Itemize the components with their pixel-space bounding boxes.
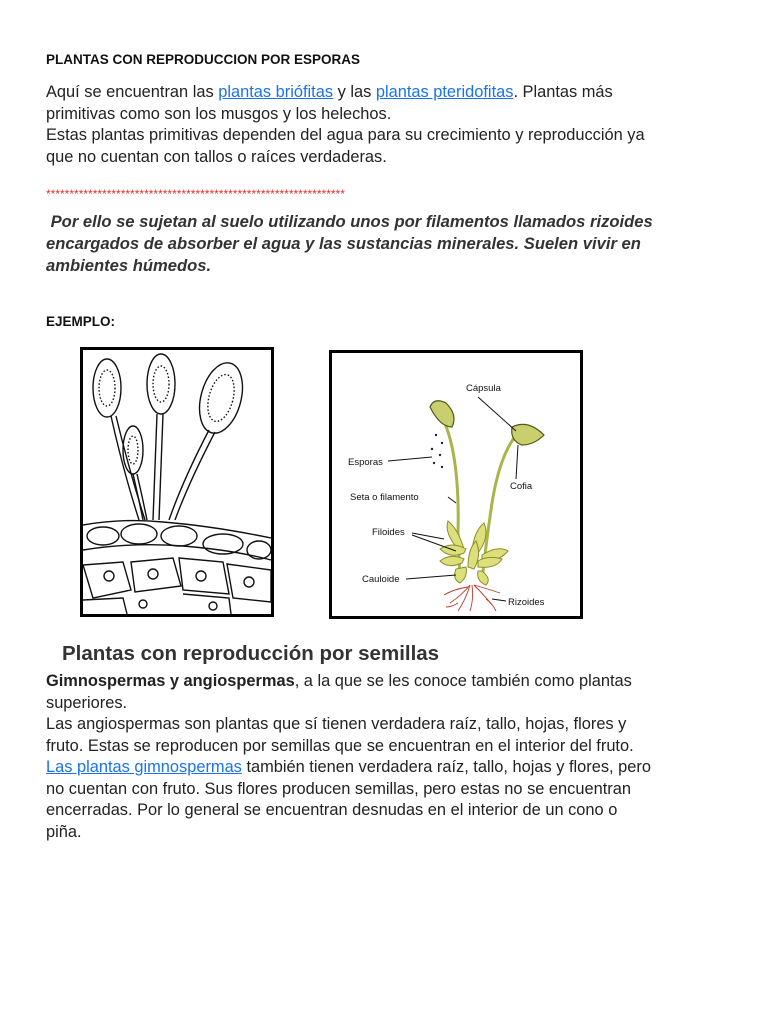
rizoides-line-1: Por ello se sujetan al suelo utilizando unos por filamentos llamados rizoides <box>46 212 653 231</box>
gimno-angio-bold: Gimnospermas y angiospermas <box>46 672 295 690</box>
gimnospermas-line-3: encerradas. Por lo general se encuentran desnudas en el interior de un cono o <box>46 801 618 819</box>
intro-text-a: Aquí se encuentran las <box>46 83 219 101</box>
intro-text-b: y las <box>333 83 376 101</box>
moss-diagram-illustration <box>332 353 580 616</box>
label-rizoides: Rizoides <box>508 597 545 608</box>
moss-sketch-illustration <box>83 350 271 614</box>
rizoides-line-2: encargados de absorber el agua y las sustancias minerales. Suelen vivir en <box>46 234 641 253</box>
gimnospermas-line-4: piña. <box>46 822 82 841</box>
rizoides-line-3: ambientes húmedos. <box>46 256 212 275</box>
intro-line-2: primitivas como son los musgos y los helechos. <box>46 104 392 123</box>
intro-line-4: que no cuentan con tallos o raíces verdaderas. <box>46 147 387 166</box>
gimnospermas-line-1 <box>46 757 746 779</box>
semillas-line-1 <box>46 671 746 693</box>
intro-line-3: Estas plantas primitivas dependen del agua para su crecimiento y reproducción ya <box>46 126 645 144</box>
section-heading-esporas: PLANTAS CON REPRODUCCION POR ESPORAS <box>46 52 361 67</box>
gimnospermas-line-2: no cuentan con fruto. Sus flores producen semillas, pero estas no se encuentran <box>46 779 631 798</box>
semillas-paragraph <box>46 671 746 843</box>
gimnospermas-line-1-rest: también tienen verdadera raíz, tallo, hojas y flores, pero <box>241 758 651 776</box>
rizoides-paragraph <box>46 211 746 277</box>
example-label: EJEMPLO: <box>46 314 116 329</box>
label-cauloide: Cauloide <box>362 574 400 585</box>
red-separator: **************************************************************** <box>46 187 345 201</box>
angiospermas-line-2: fruto. Estas se reproducen por semillas que se encuentran en el interior del fruto. <box>46 736 634 755</box>
label-capsula: Cápsula <box>466 383 501 394</box>
figure-moss-diagram <box>329 350 583 619</box>
label-esporas: Esporas <box>348 457 383 468</box>
label-filoides: Filoides <box>372 527 405 538</box>
angiospermas-line-1: Las angiospermas son plantas que sí tienen verdadera raíz, tallo, hojas, flores y <box>46 715 627 733</box>
link-plantas-briofitas[interactable]: plantas briófitas <box>218 83 334 101</box>
intro-paragraph <box>46 82 736 168</box>
section-heading-semillas: Plantas con reproducción por semillas <box>62 642 440 665</box>
link-plantas-gimnospermas[interactable]: Las plantas gimnospermas <box>46 758 242 776</box>
label-cofia: Cofia <box>510 481 533 492</box>
link-plantas-pteridofitas[interactable]: plantas pteridofitas <box>375 83 514 101</box>
label-seta: Seta o filamento <box>350 492 419 503</box>
intro-line-1 <box>46 82 736 104</box>
figure-moss-sketch <box>80 347 274 617</box>
semillas-line-2: superiores. <box>46 693 128 712</box>
intro-text-c: . Plantas más <box>513 83 613 101</box>
semillas-line-1-rest: , a la que se les conoce también como plantas <box>294 672 632 690</box>
